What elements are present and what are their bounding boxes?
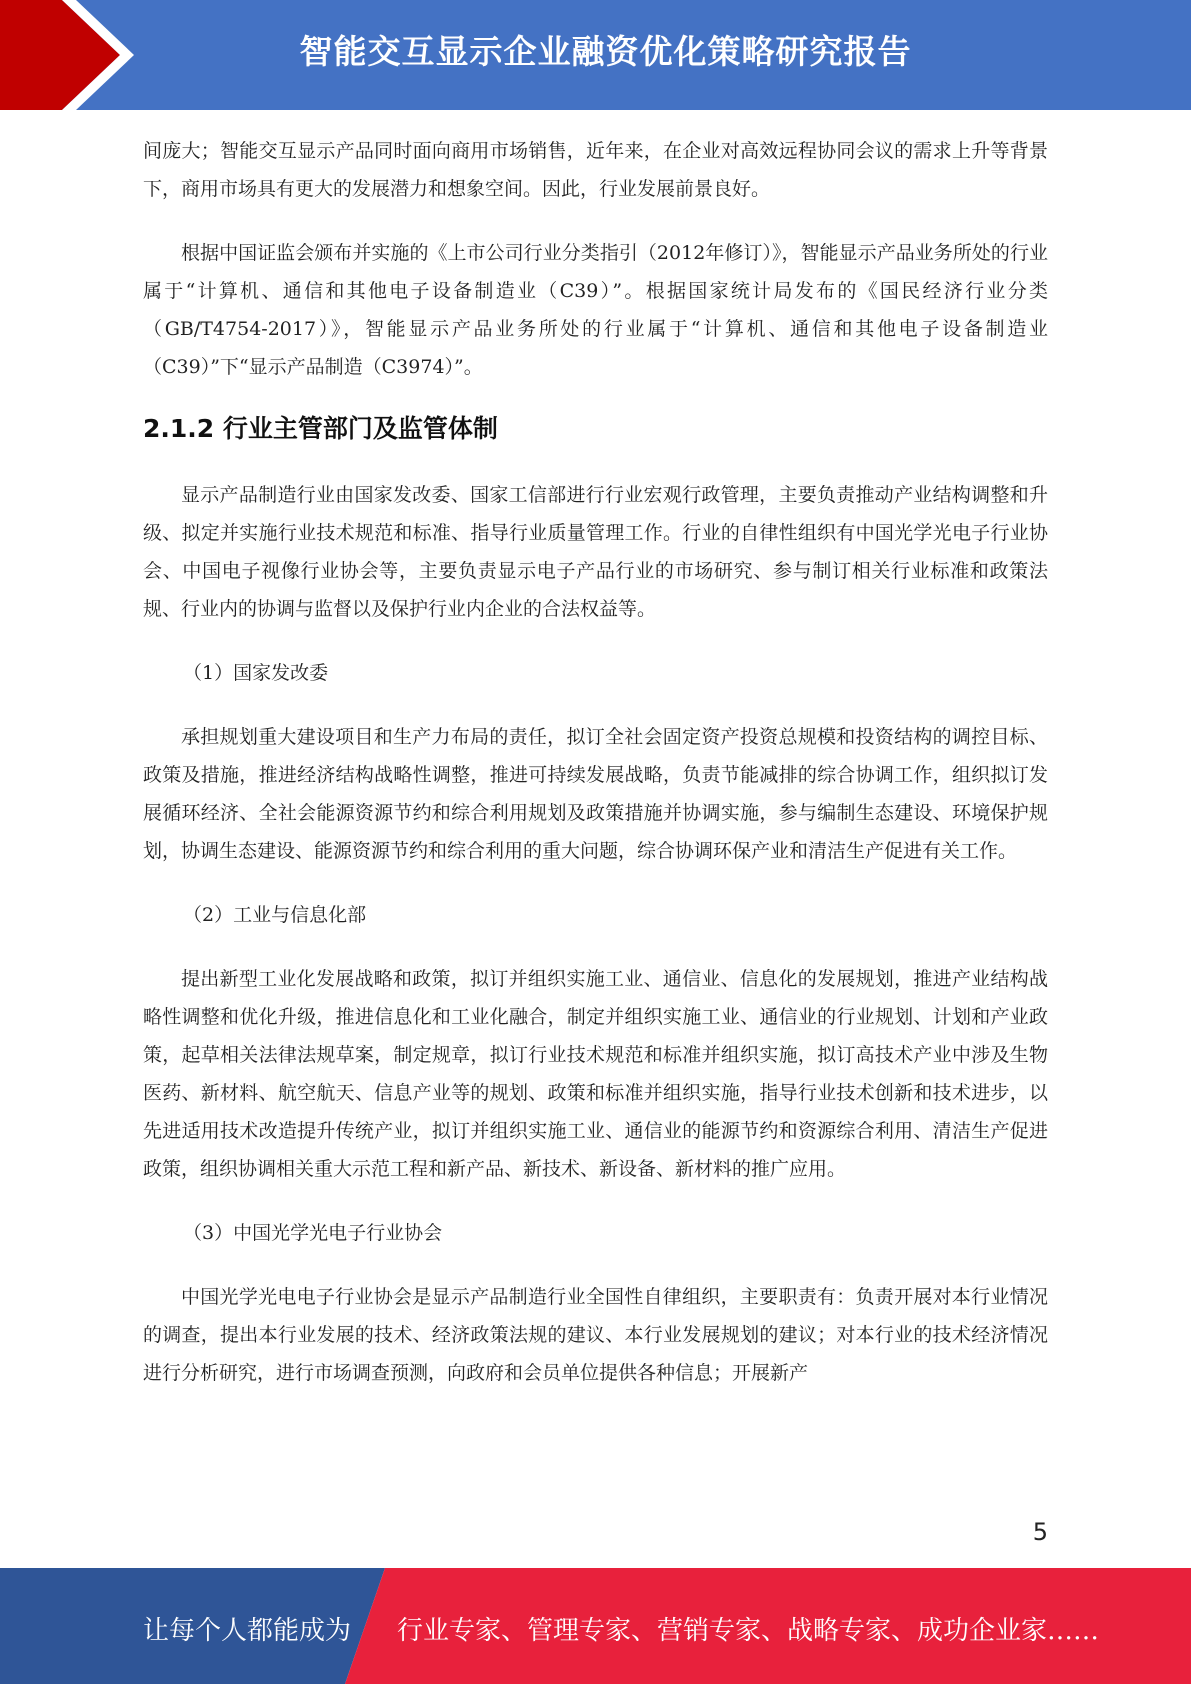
paragraph-6: 中国光学光电电子行业协会是显示产品制造行业全国性自律组织，主要职责有：负责开展对本行业情况的调查，提出本行业发展的技术、经济政策法规的建议、本行业发展规划的建议；对本行业的技术经济情况进行分析研究，进行市场调查预测，向政府和会员单位提供各种信息；开展新产	[143, 1286, 1048, 1384]
subheading-1: （1）国家发改委	[183, 662, 329, 684]
section-heading: 2.1.2 行业主管部门及监管体制	[143, 414, 498, 443]
footer-slogan-right: 行业专家、管理专家、营销专家、战略专家、成功企业家……	[397, 1616, 1100, 1646]
page-header	[0, 0, 1191, 110]
document-body	[143, 132, 1048, 1418]
report-title: 智能交互显示企业融资优化策略研究报告	[299, 32, 912, 71]
page-number: 5	[1032, 1518, 1048, 1546]
paragraph-1: 间庞大；智能交互显示产品同时面向商用市场销售，近年来，在企业对高效远程协同会议的需求上升等背景下，商用市场具有更大的发展潜力和想象空间。因此，行业发展前景良好。	[143, 140, 1048, 200]
paragraph-4: 承担规划重大建设项目和生产力布局的责任，拟订全社会固定资产投资总规模和投资结构的调控目标、政策及措施，推进经济结构战略性调整，推进可持续发展战略，负责节能减排的综合协调工作，组织拟订发展循环经济、全社会能源资源节约和综合利用规划及政策措施并协调实施，参与编制生态建设、环境保护规划，协调生态建设、能源资源节约和综合利用的重大问题，综合协调环保产业和清洁生产促进有关工作。	[143, 726, 1048, 862]
paragraph-3: 显示产品制造行业由国家发改委、国家工信部进行行业宏观行政管理，主要负责推动产业结构调整和升级、拟定并实施行业技术规范和标准、指导行业质量管理工作。行业的自律性组织有中国光学光电子行业协会、中国电子视像行业协会等，主要负责显示电子产品行业的市场研究、参与制订相关行业标准和政策法规、行业内的协调与监督以及保护行业内企业的合法权益等。	[143, 484, 1048, 620]
page-footer	[0, 1568, 1191, 1684]
paragraph-2: 根据中国证监会颁布并实施的《上市公司行业分类指引（2012年修订）》，智能显示产品业务所处的行业属于“计算机、通信和其他电子设备制造业（C39）”。根据国家统计局发布的《国民经济行业分类（GB/T4754-2017）》，智能显示产品业务所处的行业属于“计算机、通信和其他电子设备制造业（C39）”下“显示产品制造（C3974）”。	[143, 242, 1048, 378]
subheading-3: （3）中国光学光电子行业协会	[183, 1222, 443, 1244]
paragraph-5: 提出新型工业化发展战略和政策，拟订并组织实施工业、通信业、信息化的发展规划，推进产业结构战略性调整和优化升级，推进信息化和工业化融合，制定并组织实施工业、通信业的行业规划、计划和产业政策，起草相关法律法规草案，制定规章，拟订行业技术规范和标准并组织实施，拟订高技术产业中涉及生物医药、新材料、航空航天、信息产业等的规划、政策和标准并组织实施，指导行业技术创新和技术进步，以先进适用技术改造提升传统产业，拟订并组织实施工业、通信业的能源节约和资源综合利用、清洁生产促进政策，组织协调相关重大示范工程和新产品、新技术、新设备、新材料的推广应用。	[143, 968, 1048, 1180]
subheading-2: （2）工业与信息化部	[183, 904, 367, 926]
footer-slogan-left: 让每个人都能成为	[143, 1616, 352, 1646]
